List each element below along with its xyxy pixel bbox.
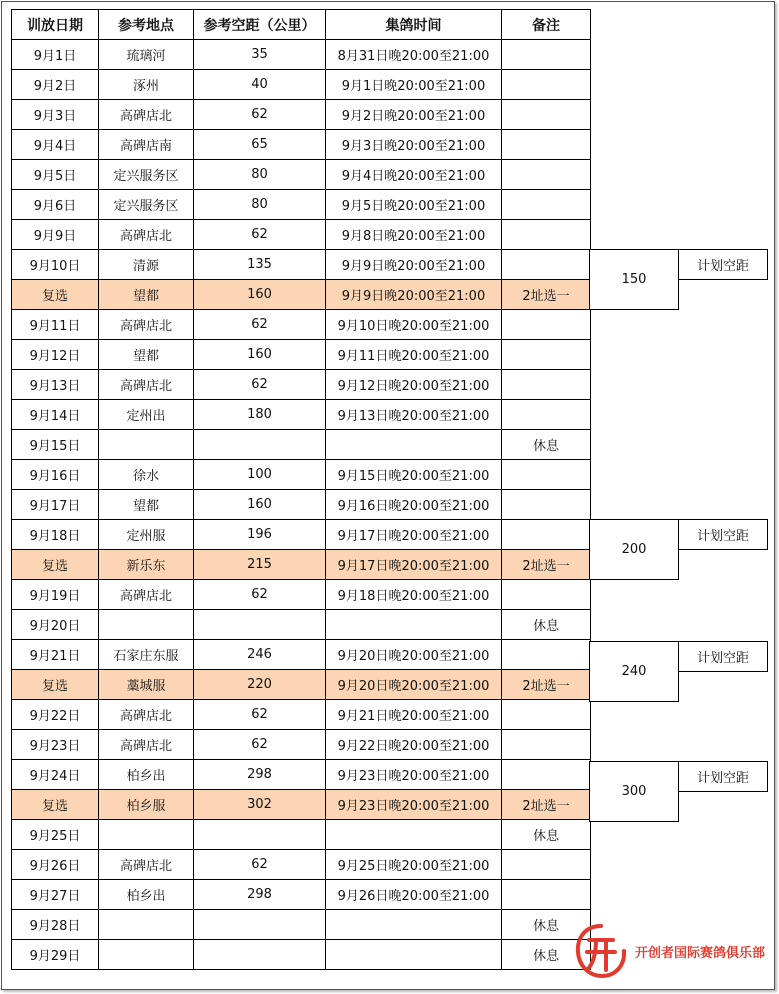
cell-gather-time: 9月2日晚20:00至21:00	[326, 100, 502, 130]
cell-gather-time: 9月20日晚20:00至21:00	[326, 670, 502, 700]
cell-gather-time: 9月4日晚20:00至21:00	[326, 160, 502, 190]
table-row	[12, 130, 591, 160]
cell-date: 9月15日	[12, 430, 99, 460]
cell-gather-time	[326, 820, 502, 850]
cell-place: 柏乡服	[99, 790, 194, 820]
cell-gather-time: 9月25日晚20:00至21:00	[326, 850, 502, 880]
plan-box-1	[589, 249, 768, 310]
schedule-table	[11, 9, 591, 970]
cell-place: 徐水	[99, 460, 194, 490]
plan-label: 计划空距	[679, 762, 768, 792]
cell-place: 高碑店北	[99, 700, 194, 730]
cell-date: 9月18日	[12, 520, 99, 550]
cell-distance: 246	[194, 640, 326, 670]
cell-note	[502, 40, 591, 70]
cell-note	[502, 730, 591, 760]
cell-place	[99, 940, 194, 970]
cell-place: 高碑店北	[99, 370, 194, 400]
cell-date: 9月19日	[12, 580, 99, 610]
cell-date: 9月23日	[12, 730, 99, 760]
table-row	[12, 580, 591, 610]
cell-note	[502, 400, 591, 430]
cell-gather-time: 9月3日晚20:00至21:00	[326, 130, 502, 160]
cell-gather-time: 9月10日晚20:00至21:00	[326, 310, 502, 340]
cell-place: 高碑店北	[99, 220, 194, 250]
table-row	[12, 40, 591, 70]
cell-gather-time: 9月22日晚20:00至21:00	[326, 730, 502, 760]
table-row	[12, 100, 591, 130]
cell-distance: 62	[194, 220, 326, 250]
cell-note	[502, 640, 591, 670]
cell-distance: 298	[194, 880, 326, 910]
cell-place: 高碑店北	[99, 850, 194, 880]
table-row	[12, 250, 591, 280]
cell-distance: 65	[194, 130, 326, 160]
cell-note	[502, 880, 591, 910]
cell-note	[502, 220, 591, 250]
cell-date: 复选	[12, 670, 99, 700]
plan-label: 计划空距	[679, 250, 768, 280]
cell-distance: 302	[194, 790, 326, 820]
cell-place: 高碑店北	[99, 580, 194, 610]
plan-distance: 240	[590, 642, 679, 702]
cell-gather-time: 9月17日晚20:00至21:00	[326, 550, 502, 580]
cell-note	[502, 190, 591, 220]
cell-date: 复选	[12, 550, 99, 580]
plan-distance: 200	[590, 520, 679, 580]
cell-place: 琉璃河	[99, 40, 194, 70]
table-row	[12, 190, 591, 220]
cell-distance: 196	[194, 520, 326, 550]
header-date: 训放日期	[12, 10, 99, 40]
cell-note: 休息	[502, 940, 591, 970]
cell-distance: 220	[194, 670, 326, 700]
cell-gather-time: 9月9日晚20:00至21:00	[326, 250, 502, 280]
cell-distance	[194, 430, 326, 460]
cell-gather-time: 9月16日晚20:00至21:00	[326, 490, 502, 520]
cell-distance: 62	[194, 730, 326, 760]
cell-date: 9月3日	[12, 100, 99, 130]
table-row	[12, 760, 591, 790]
cell-note	[502, 850, 591, 880]
plan-box-4	[589, 761, 768, 822]
cell-date: 9月1日	[12, 40, 99, 70]
table-row	[12, 610, 591, 640]
cell-place: 高碑店北	[99, 730, 194, 760]
cell-distance: 62	[194, 850, 326, 880]
cell-gather-time: 9月23日晚20:00至21:00	[326, 790, 502, 820]
cell-place: 定兴服务区	[99, 190, 194, 220]
header-gather-time: 集鸽时间	[326, 10, 502, 40]
table-row	[12, 910, 591, 940]
table-row	[12, 370, 591, 400]
table-row	[12, 520, 591, 550]
cell-distance	[194, 910, 326, 940]
cell-distance: 62	[194, 310, 326, 340]
cell-distance: 100	[194, 460, 326, 490]
table-row	[12, 880, 591, 910]
cell-place: 柏乡出	[99, 760, 194, 790]
table-row	[12, 160, 591, 190]
cell-gather-time: 9月15日晚20:00至21:00	[326, 460, 502, 490]
plan-box-2	[589, 519, 768, 580]
cell-place: 高碑店北	[99, 100, 194, 130]
cell-date: 9月21日	[12, 640, 99, 670]
cell-place: 望都	[99, 340, 194, 370]
cell-distance	[194, 610, 326, 640]
table-row	[12, 790, 591, 820]
cell-date: 9月20日	[12, 610, 99, 640]
table-row	[12, 280, 591, 310]
cell-note	[502, 490, 591, 520]
header-note: 备注	[502, 10, 591, 40]
cell-distance: 35	[194, 40, 326, 70]
cell-gather-time	[326, 910, 502, 940]
cell-place: 定兴服务区	[99, 160, 194, 190]
cell-distance: 62	[194, 580, 326, 610]
cell-distance: 62	[194, 370, 326, 400]
cell-date: 9月24日	[12, 760, 99, 790]
table-row	[12, 70, 591, 100]
cell-place: 新乐东	[99, 550, 194, 580]
cell-date: 复选	[12, 790, 99, 820]
cell-gather-time: 9月12日晚20:00至21:00	[326, 370, 502, 400]
table-row	[12, 460, 591, 490]
cell-date: 9月28日	[12, 910, 99, 940]
cell-distance: 80	[194, 160, 326, 190]
cell-place: 清源	[99, 250, 194, 280]
cell-note: 休息	[502, 820, 591, 850]
cell-place: 定州服	[99, 520, 194, 550]
cell-date: 9月6日	[12, 190, 99, 220]
cell-note: 休息	[502, 910, 591, 940]
cell-gather-time: 9月21日晚20:00至21:00	[326, 700, 502, 730]
cell-place: 涿州	[99, 70, 194, 100]
header-place: 参考地点	[99, 10, 194, 40]
plan-distance: 150	[590, 250, 679, 310]
cell-gather-time: 9月18日晚20:00至21:00	[326, 580, 502, 610]
cell-date: 9月12日	[12, 340, 99, 370]
cell-gather-time: 9月17日晚20:00至21:00	[326, 520, 502, 550]
cell-gather-time	[326, 940, 502, 970]
cell-date: 9月2日	[12, 70, 99, 100]
cell-distance: 62	[194, 100, 326, 130]
cell-date: 9月5日	[12, 160, 99, 190]
cell-distance: 80	[194, 190, 326, 220]
cell-note: 休息	[502, 610, 591, 640]
cell-date: 9月27日	[12, 880, 99, 910]
cell-date: 复选	[12, 280, 99, 310]
cell-distance: 298	[194, 760, 326, 790]
table-row	[12, 430, 591, 460]
cell-note	[502, 160, 591, 190]
cell-place	[99, 820, 194, 850]
cell-note: 2址选一	[502, 790, 591, 820]
cell-date: 9月10日	[12, 250, 99, 280]
cell-gather-time: 9月11日晚20:00至21:00	[326, 340, 502, 370]
cell-note	[502, 340, 591, 370]
header-distance: 参考空距（公里）	[194, 10, 326, 40]
cell-note	[502, 250, 591, 280]
cell-gather-time	[326, 610, 502, 640]
club-logo	[571, 922, 771, 980]
cell-note: 休息	[502, 430, 591, 460]
plan-box-3	[589, 641, 768, 702]
cell-date: 9月25日	[12, 820, 99, 850]
cell-distance: 215	[194, 550, 326, 580]
cell-gather-time: 9月1日晚20:00至21:00	[326, 70, 502, 100]
plan-label: 计划空距	[679, 520, 768, 550]
cell-note	[502, 70, 591, 100]
table-row	[12, 640, 591, 670]
cell-note	[502, 520, 591, 550]
table-row	[12, 700, 591, 730]
cell-place: 藁城服	[99, 670, 194, 700]
table-row	[12, 220, 591, 250]
header-row	[12, 10, 591, 40]
table-row	[12, 310, 591, 340]
table-row	[12, 340, 591, 370]
table-row	[12, 940, 591, 970]
cell-date: 9月9日	[12, 220, 99, 250]
cell-gather-time: 9月13日晚20:00至21:00	[326, 400, 502, 430]
table-row	[12, 820, 591, 850]
cell-distance	[194, 940, 326, 970]
table-row	[12, 550, 591, 580]
cell-place	[99, 910, 194, 940]
table-row	[12, 400, 591, 430]
cell-distance: 180	[194, 400, 326, 430]
table-row	[12, 490, 591, 520]
cell-note	[502, 130, 591, 160]
cell-note	[502, 370, 591, 400]
cell-date: 9月11日	[12, 310, 99, 340]
cell-distance: 160	[194, 490, 326, 520]
cell-note	[502, 100, 591, 130]
cell-distance: 40	[194, 70, 326, 100]
cell-gather-time: 9月9日晚20:00至21:00	[326, 280, 502, 310]
cell-date: 9月17日	[12, 490, 99, 520]
cell-date: 9月16日	[12, 460, 99, 490]
cell-date: 9月22日	[12, 700, 99, 730]
cell-note: 2址选一	[502, 280, 591, 310]
cell-place: 望都	[99, 490, 194, 520]
cell-place: 柏乡出	[99, 880, 194, 910]
cell-date: 9月29日	[12, 940, 99, 970]
club-name: 开创者国际赛鸽俱乐部	[635, 946, 766, 961]
table-row	[12, 730, 591, 760]
table-row	[12, 670, 591, 700]
cell-place: 高碑店南	[99, 130, 194, 160]
table-row	[12, 850, 591, 880]
cell-place: 高碑店北	[99, 310, 194, 340]
cell-place: 望都	[99, 280, 194, 310]
seal-icon	[571, 922, 631, 980]
cell-distance: 160	[194, 280, 326, 310]
cell-distance: 135	[194, 250, 326, 280]
cell-place: 定州出	[99, 400, 194, 430]
cell-note: 2址选一	[502, 670, 591, 700]
cell-distance: 160	[194, 340, 326, 370]
plan-label: 计划空距	[679, 642, 768, 672]
cell-gather-time: 9月8日晚20:00至21:00	[326, 220, 502, 250]
cell-date: 9月26日	[12, 850, 99, 880]
cell-distance: 62	[194, 700, 326, 730]
cell-note	[502, 760, 591, 790]
cell-note	[502, 460, 591, 490]
cell-place	[99, 430, 194, 460]
plan-distance: 300	[590, 762, 679, 822]
cell-gather-time: 9月26日晚20:00至21:00	[326, 880, 502, 910]
cell-gather-time: 9月20日晚20:00至21:00	[326, 640, 502, 670]
cell-gather-time: 9月5日晚20:00至21:00	[326, 190, 502, 220]
cell-gather-time: 8月31日晚20:00至21:00	[326, 40, 502, 70]
cell-note	[502, 580, 591, 610]
cell-note: 2址选一	[502, 550, 591, 580]
cell-gather-time	[326, 430, 502, 460]
cell-date: 9月14日	[12, 400, 99, 430]
cell-date: 9月4日	[12, 130, 99, 160]
cell-note	[502, 310, 591, 340]
cell-place: 石家庄东服	[99, 640, 194, 670]
cell-gather-time: 9月23日晚20:00至21:00	[326, 760, 502, 790]
cell-distance	[194, 820, 326, 850]
cell-place	[99, 610, 194, 640]
cell-date: 9月13日	[12, 370, 99, 400]
cell-note	[502, 700, 591, 730]
